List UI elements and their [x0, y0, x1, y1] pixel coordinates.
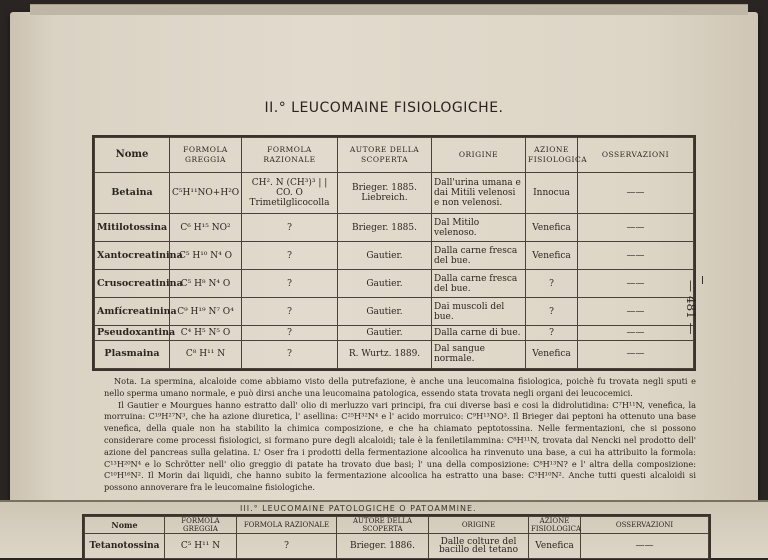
- cell-formula: C⁵H¹¹NO+H²O: [170, 173, 242, 214]
- table-header-row: [95, 138, 694, 173]
- next-page: [0, 500, 768, 558]
- cell-rational: ?: [242, 340, 338, 368]
- cell-name: Plasmaina: [95, 340, 170, 368]
- cell-name: Pseudoxantina: [95, 326, 170, 341]
- table-row: [95, 340, 694, 368]
- cell-formula: C⁸ H¹¹ N: [170, 340, 242, 368]
- bottom-cell-notes: ——: [581, 534, 709, 559]
- table-row: [95, 214, 694, 242]
- bottom-header-row: [85, 517, 709, 534]
- bottom-header-origine: ORIGINE: [429, 517, 529, 534]
- notes-block: [104, 376, 696, 494]
- cell-notes: ——: [578, 326, 694, 341]
- bottom-header-autore: AUTORE DELLA SCOPERTA: [337, 517, 429, 534]
- cell-name: Betaina: [95, 173, 170, 214]
- cell-rational: ?: [242, 326, 338, 341]
- bottom-cell-author: Brieger. 1886.: [337, 534, 429, 559]
- cell-action: ?: [526, 270, 578, 298]
- cell-action: ?: [526, 326, 578, 341]
- bottom-header-osservazioni: OSSERVAZIONI: [581, 517, 709, 534]
- page-number: — 481 —: [684, 280, 698, 335]
- bottom-header-formola-razionale: FORMOLA RAZIONALE: [237, 517, 337, 534]
- cell-notes: ——: [578, 340, 694, 368]
- table-row: [95, 173, 694, 214]
- cell-formula: C⁹ H¹⁹ N⁷ O⁴: [170, 298, 242, 326]
- next-section-title: III.° LEUCOMAINE PATOLOGICHE O PATOAMMINE.: [240, 504, 477, 513]
- cell-action: ?: [526, 298, 578, 326]
- header-nome: Nome: [95, 138, 170, 173]
- section-title: II.° LEUCOMAINE FISIOLOGICHE.: [264, 100, 504, 116]
- cell-name: Amfícreatinina: [95, 298, 170, 326]
- cell-name: Mitilotossina: [95, 214, 170, 242]
- bottom-header-azione: AZIONE FISIOLOGICA: [529, 517, 581, 534]
- cell-rational: CH². N (CH³)³ | | CO. O Trimetilglicocolla: [242, 173, 338, 214]
- patoammine-table: [82, 514, 711, 560]
- cell-name: Xantocreatinina: [95, 242, 170, 270]
- bottom-cell-rational: ?: [237, 534, 337, 559]
- table-row: [95, 242, 694, 270]
- bottom-header-nome: Nome: [85, 517, 165, 534]
- cell-action: Venefica: [526, 340, 578, 368]
- bottom-cell-name: Tetanotossina: [85, 534, 165, 559]
- header-autore: AUTORE DELLA SCOPERTA: [338, 138, 432, 173]
- cell-author: R. Wurtz. 1889.: [338, 340, 432, 368]
- cell-rational: ?: [242, 270, 338, 298]
- cell-action: Venefica: [526, 214, 578, 242]
- bottom-cell-action: Venefica: [529, 534, 581, 559]
- cell-author: Gautier.: [338, 298, 432, 326]
- cell-origin: Dall'urina umana e dai Mitili velenosi e non velenosi.: [432, 173, 526, 214]
- cell-notes: ——: [578, 270, 694, 298]
- cell-action: Innocua: [526, 173, 578, 214]
- cell-origin: Dalla carne di bue.: [432, 326, 526, 341]
- page-number-dash-top: [702, 276, 703, 284]
- cell-formula: C⁶ H¹⁵ NO²: [170, 214, 242, 242]
- cell-origin: Dal sangue normale.: [432, 340, 526, 368]
- cell-origin: Dai muscoli del bue.: [432, 298, 526, 326]
- cell-notes: ——: [578, 242, 694, 270]
- header-origine: ORIGINE: [432, 138, 526, 173]
- header-formola-greggia: FORMOLA GREGGIA: [170, 138, 242, 173]
- cell-notes: ——: [578, 173, 694, 214]
- cell-author: Gautier.: [338, 326, 432, 341]
- header-osservazioni: OSSERVAZIONI: [578, 138, 694, 173]
- cell-formula: C⁴ H⁵ N⁵ O: [170, 326, 242, 341]
- cell-formula: C⁵ H⁸ N⁴ O: [170, 270, 242, 298]
- bottom-header-formola-greggia: FORMOLA GREGGIA: [165, 517, 237, 534]
- note-paragraph-2: Il Gautier e Mourgues hanno estratto dall' olio di merluzzo vari principi, fra cui diverse basi e cosi la didrolutidina: C⁷H¹¹N, venefica, la morruina: C¹⁹H²⁷N³, che ha azione diuretica, l' asellina: C²⁵H³²N⁴ e l' acido morruico: C⁹H¹³NO³. Il Brieger dai peptoni ha ottenuto una base venefica, della quale non ha stabilito la chimica composizione, e che ha chiamato peptotossina. Nelle fermentazioni, che si possono considerare come processi fisiologici, si formano pure degli alcaloidi; tale è la feniletilammina: C⁸H¹¹N, trovata dal Nencki nel prodotto dell' azione del pancreas sulla gelatina. L' Oser fra i prodotti della fermentazione alcoolica ha rinvenuto una base, a cui ha attribuito la formola: C¹³H²⁰N⁴ e lo Schrötter nell' olio greggio di patate ha trovato due basi; l' una della composizione: C⁸H¹³N? e l' altra della composizione: C¹⁰H¹⁶N². Il Morin dai liquidi, che hanno subito la fermentazione alcoolica ha estratto una base: C⁵H¹⁰N². Anche tutti questi alcaloidi si possono annoverare fra le leucomaine fisiologiche.: [104, 399, 696, 493]
- bottom-cell-formula: C⁵ H¹¹ N: [165, 534, 237, 559]
- table-row: [95, 270, 694, 298]
- bottom-cell-origin: Dalle colture del bacillo del tetano: [429, 534, 529, 559]
- cell-name: Crusocreatinina: [95, 270, 170, 298]
- cell-origin: Dalla carne fresca del bue.: [432, 242, 526, 270]
- cell-author: Brieger. 1885. Liebreich.: [338, 173, 432, 214]
- cell-rational: ?: [242, 242, 338, 270]
- cell-author: Gautier.: [338, 270, 432, 298]
- cell-origin: Dalla carne fresca del bue.: [432, 270, 526, 298]
- note-paragraph-1: Nota. La spermina, alcaloide come abbiamo visto della putrefazione, è anche una leucomaina fisiologica, poichè fu trovata negli sputi e nello sperma umano normale, e può dirsi anche una leucomaina patologica, essendo stata trovata negli organi dei leucocemici.: [104, 376, 696, 398]
- cell-notes: ——: [578, 298, 694, 326]
- cell-rational: ?: [242, 298, 338, 326]
- leucomaine-table: [92, 135, 696, 371]
- table-row: [95, 326, 694, 341]
- bottom-table-row: [85, 534, 709, 559]
- cell-author: Gautier.: [338, 242, 432, 270]
- cell-origin: Dal Mitilo velenoso.: [432, 214, 526, 242]
- cell-rational: ?: [242, 214, 338, 242]
- page-edge: [30, 4, 748, 15]
- cell-notes: ——: [578, 214, 694, 242]
- header-azione: AZIONE FISIOLOGICA: [526, 138, 578, 173]
- cell-author: Brieger. 1885.: [338, 214, 432, 242]
- header-formola-razionale: FORMOLA RAZIONALE: [242, 138, 338, 173]
- table-row: [95, 298, 694, 326]
- cell-formula: C⁵ H¹⁰ N⁴ O: [170, 242, 242, 270]
- cell-action: Venefica: [526, 242, 578, 270]
